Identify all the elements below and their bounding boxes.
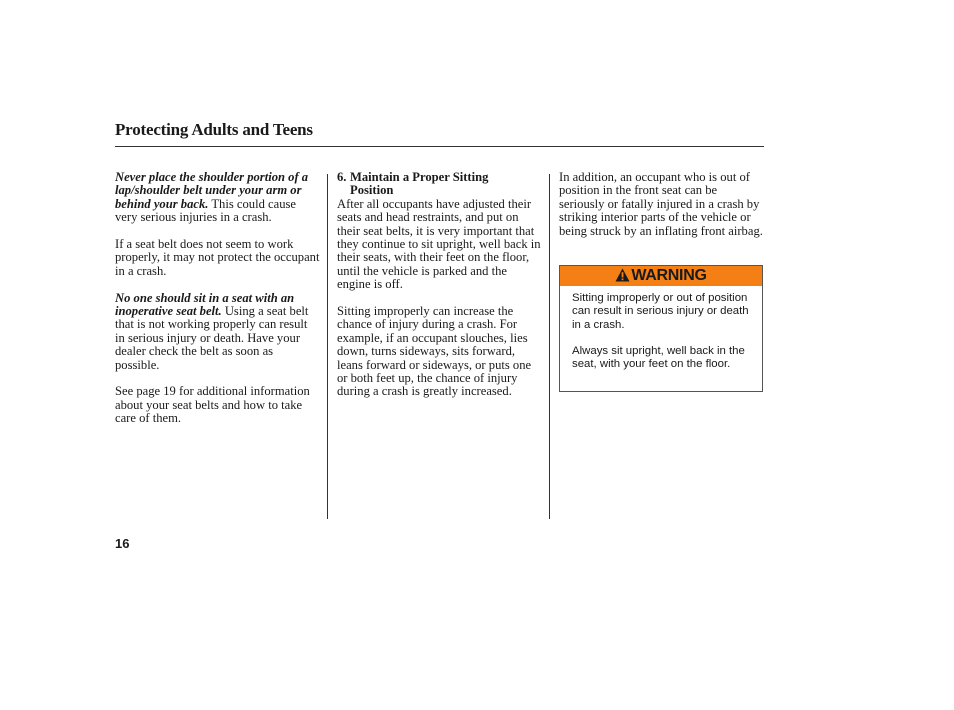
- warning-text-1: Sitting improperly or out of position can result in serious injury or death in a crash.: [572, 292, 749, 331]
- sitting-position-paragraph: After all occupants have adjusted their seats and head restraints, and put on their seat belts, it is very important that they continue to sit upright, well back in their seats, with their feet on the floor, until the vehicle is parked and the engine is off.: [337, 196, 541, 292]
- warning-box: [559, 265, 763, 392]
- sitting-improperly-paragraph: Sitting improperly can increase the chance of injury during a crash. For example, if an occupant slouches, lies down, turns sideways, sits forward, leans forward or sideways, or puts one or both feet up, the chance of injury during a crash is greatly increased.: [337, 304, 532, 399]
- inoperative-belt-lead: No one should sit in a seat with an inoperative seat belt.: [115, 290, 295, 319]
- step-number: 6.: [337, 170, 347, 184]
- warning-triangle-icon: [615, 268, 630, 282]
- shoulder-belt-lead: Never place the shoulder portion of a lap/shoulder belt under your arm or behind your back.: [115, 170, 309, 211]
- column-3: [559, 171, 764, 251]
- column-1: [115, 171, 320, 439]
- warning-label: WARNING: [631, 267, 707, 284]
- out-of-position-paragraph: In addition, an occupant who is out of position in the front seat can be seriously or fatally injured in a crash by striking interior parts of the vehicle or being struck by an inflating front airbag.: [559, 170, 763, 238]
- warning-body: [560, 286, 762, 372]
- warning-header: [560, 266, 762, 286]
- shoulder-belt-text: This could cause very serious injuries in a crash.: [115, 196, 296, 225]
- step-heading: [337, 171, 542, 198]
- see-page-paragraph: See page 19 for additional information about your seat belts and how to take care of them.: [115, 384, 310, 426]
- column-divider-2: [549, 174, 550, 519]
- shoulder-belt-paragraph: [115, 171, 320, 225]
- step-title: Maintain a Proper Sitting Position: [350, 170, 489, 198]
- inoperative-belt-text: Using a seat belt that is not working properly can result in serious injury or death. Have your dealer check the belt as soon as possible.: [115, 304, 309, 372]
- column-2: [337, 171, 542, 412]
- belt-not-working-paragraph: If a seat belt does not seem to work properly, it may not protect the occupant in a crash.: [115, 237, 320, 278]
- warning-text-2: Always sit upright, well back in the seat, with your feet on the floor.: [572, 345, 745, 371]
- page-number: 16: [115, 536, 130, 551]
- column-divider-1: [327, 174, 328, 519]
- page-title: Protecting Adults and Teens: [115, 120, 313, 139]
- inoperative-belt-paragraph: [115, 292, 320, 372]
- title-divider: [115, 146, 764, 147]
